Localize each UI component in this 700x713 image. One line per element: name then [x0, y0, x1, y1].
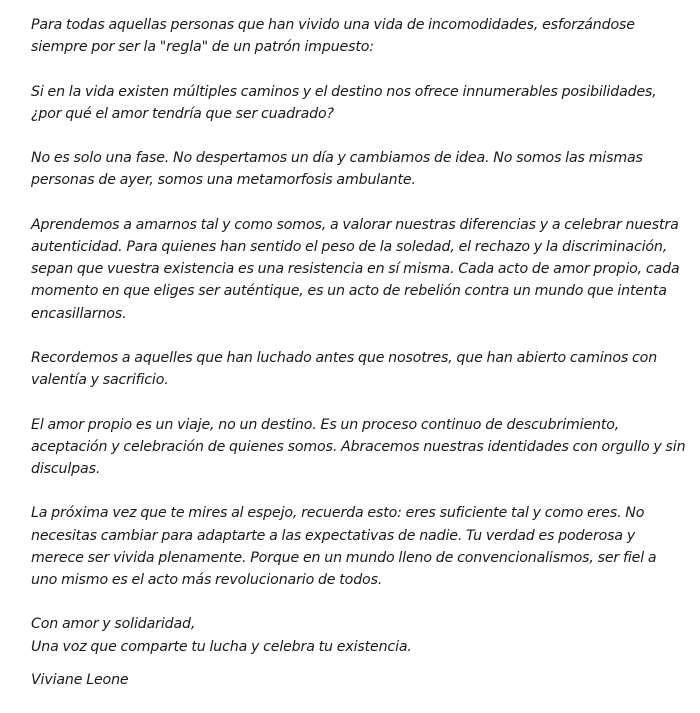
text-line: ¿por qué el amor tendría que ser cuadrado?: [31, 105, 334, 122]
letter-signature: [31, 669, 671, 691]
signature-name: Viviane Leone: [31, 671, 129, 688]
closing-line: Una voz que comparte tu lucha y celebra tu existencia.: [31, 638, 412, 655]
text-line: Recordemos a aquelles que han luchado antes que nosotres, que han abierto caminos con: [31, 349, 658, 366]
letter-paragraph: [31, 414, 686, 481]
text-line: merece ser vivida plenamente. Porque en un mundo lleno de convencionalismos, ser fiel a: [31, 549, 657, 566]
text-line: personas de ayer, somos una metamorfosis ambulante.: [31, 172, 416, 189]
letter-paragraph: [31, 81, 671, 125]
letter-closing: [31, 613, 671, 657]
letter-paragraph: [31, 14, 671, 58]
letter-body: [31, 14, 686, 713]
text-line: autenticidad. Para quienes han sentido el peso de la soledad, el rechazo y la discriminación,: [31, 238, 668, 255]
text-line: momento en que eliges ser auténtique, es un acto de rebelión contra un mundo que intenta: [31, 283, 667, 300]
text-line: uno mismo es el acto más revolucionario de todos.: [31, 571, 383, 588]
text-line: encasillarnos.: [31, 305, 127, 322]
text-line: sepan que vuestra existencia es una resistencia en sí misma. Cada acto de amor propio, cada: [31, 261, 680, 278]
text-line: valentía y sacrificio.: [31, 372, 169, 389]
text-line: disculpas.: [31, 460, 101, 477]
text-line: Si en la vida existen múltiples caminos y el destino nos ofrece innumerables posibilidades,: [31, 83, 657, 100]
letter-paragraph: [31, 147, 671, 191]
text-line: La próxima vez que te mires al espejo, recuerda esto: eres suficiente tal y como eres. No: [31, 505, 645, 522]
text-line: siempre por ser la "regla" de un patrón impuesto:: [31, 39, 374, 56]
letter-paragraph: [31, 214, 680, 325]
text-line: Para todas aquellas personas que han vivido una vida de incomodidades, esforzándose: [31, 17, 635, 33]
closing-line: Con amor y solidaridad,: [31, 616, 196, 633]
letter-paragraph: [31, 502, 671, 591]
text-line: necesitas cambiar para adaptarte a las expectativas de nadie. Tu verdad es poderosa y: [31, 527, 636, 544]
text-line: No es solo una fase. No despertamos un día y cambiamos de idea. No somos las mismas: [31, 150, 643, 167]
text-line: Aprendemos a amarnos tal y como somos, a valorar nuestras diferencias y a celebrar nuestra: [31, 216, 679, 233]
text-line: El amor propio es un viaje, no un destino. Es un proceso continuo de descubrimiento,: [31, 416, 620, 433]
text-line: aceptación y celebración de quienes somos. Abracemos nuestras identidades con orgullo y sin: [31, 438, 686, 455]
letter-paragraph: [31, 347, 671, 391]
